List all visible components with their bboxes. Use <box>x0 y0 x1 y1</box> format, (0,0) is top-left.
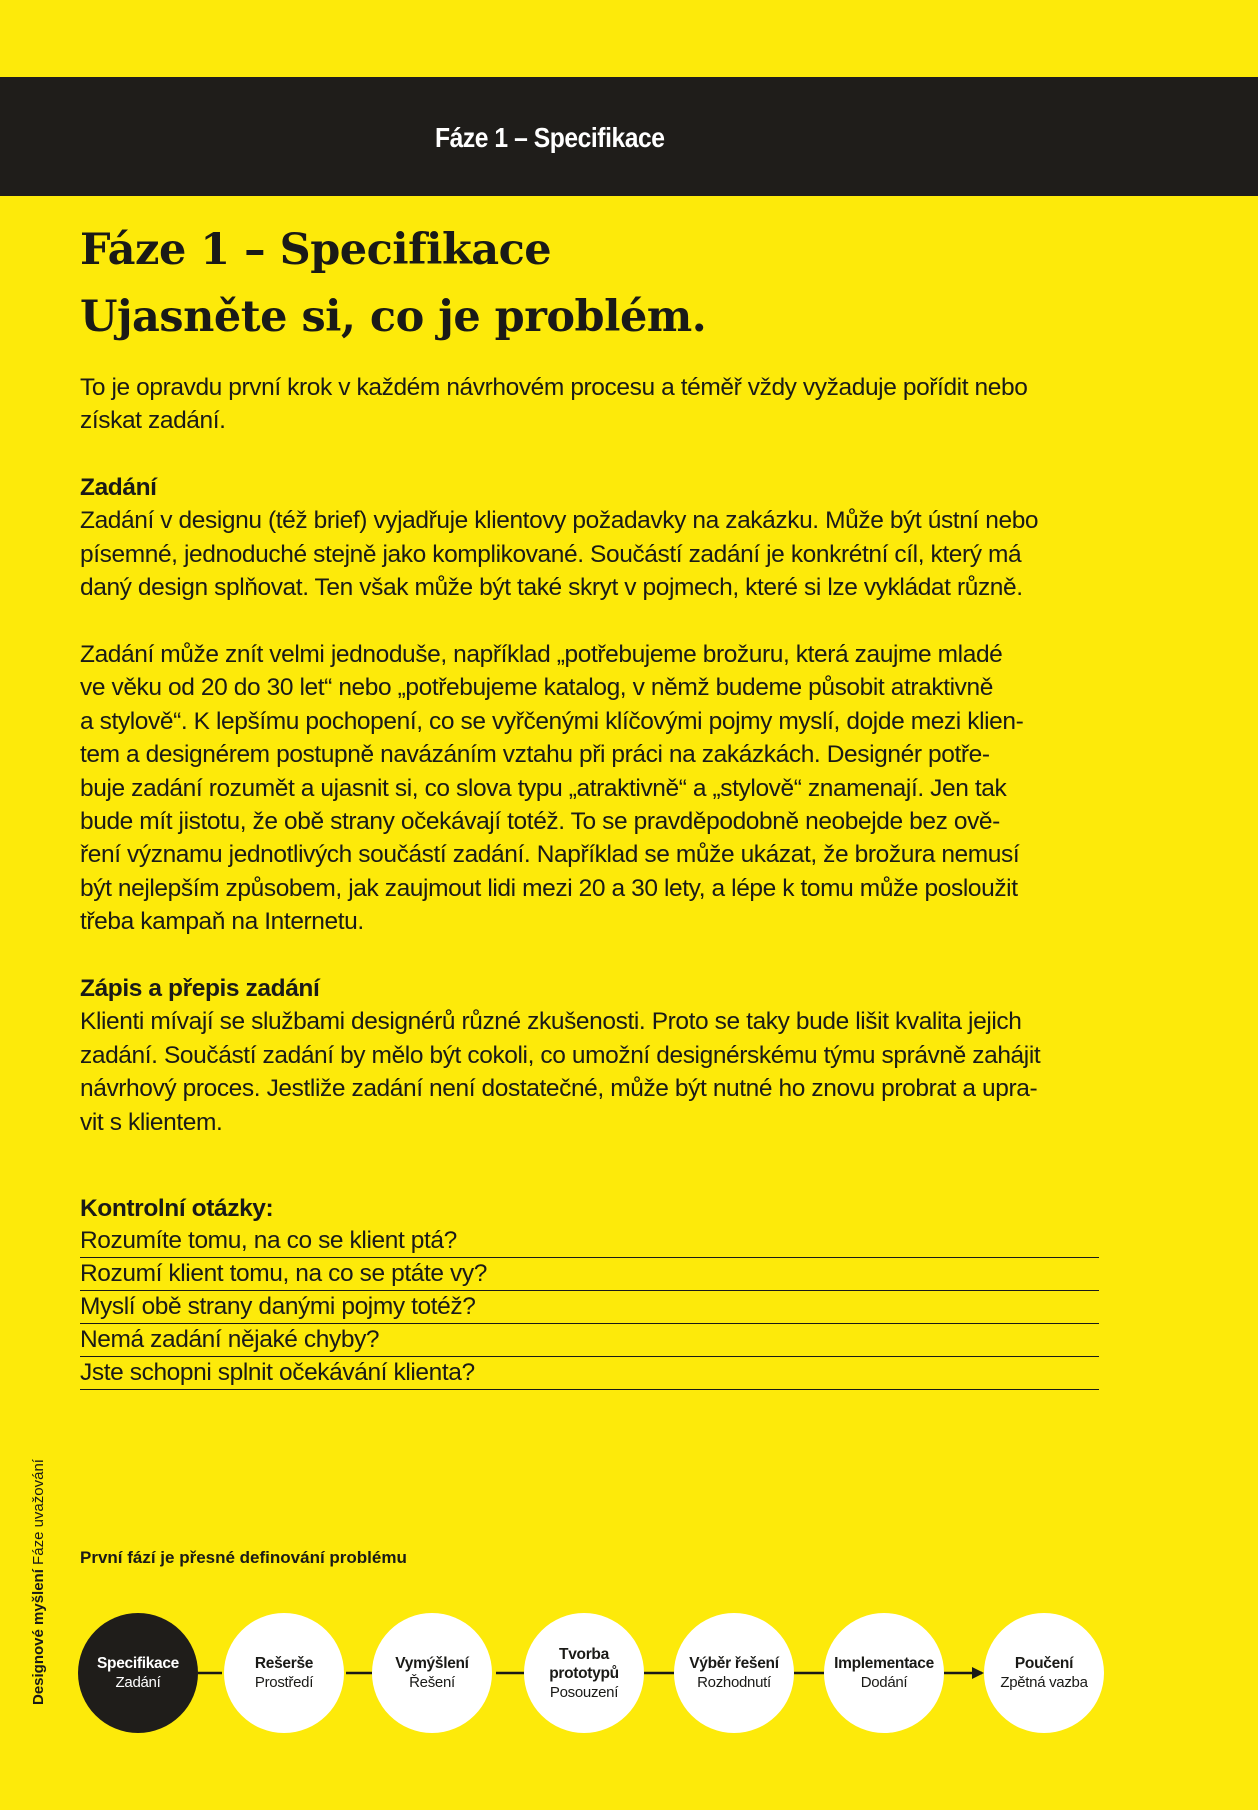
section-heading: Zadání <box>80 474 157 501</box>
step-subtitle: Zpětná vazba <box>1000 1674 1088 1691</box>
page-subtitle: Ujasněte si, co je problém. <box>80 292 707 342</box>
step-title: Poučení <box>1014 1655 1074 1672</box>
paragraph-line: bude mít jistotu, že obě strany očekávají totéž. To se pravděpodobně neobejde bez ově- <box>80 808 1000 836</box>
question-item: Jste schopni splnit očekávání klienta? <box>80 1357 1099 1390</box>
step-vyber-reseni <box>674 1613 794 1733</box>
paragraph-line: Zadání v designu (též brief) vyjadřuje klientovy požadavky na zakázku. Může být ústní nebo <box>80 507 1039 535</box>
paragraph-line: písemné, jednoduché stejně jako komplikované. Součástí zadání je konkrétní cíl, který má <box>80 540 1022 568</box>
step-vymysleni <box>372 1613 492 1733</box>
question-item: Nemá zadání nějaké chyby? <box>80 1324 1099 1357</box>
paragraph-line: zadání. Součástí zadání by mělo být cokoli, co umožní designérskému týmu správně zahájit <box>80 1041 1041 1069</box>
paragraph-line: Zadání může znít velmi jednoduše, například „potřebujeme brožuru, která zaujme mladé <box>80 641 1003 668</box>
side-label <box>30 1459 47 1705</box>
step-title: Tvorba prototypů <box>549 1645 619 1682</box>
step-reserse <box>224 1613 344 1733</box>
side-label-bold: Designové myšlení <box>30 1569 47 1705</box>
questions-heading: Kontrolní otázky: <box>80 1195 274 1222</box>
section-heading: Zápis a přepis zadání <box>80 975 320 1002</box>
side-label-normal: Fáze uvažování <box>30 1459 47 1565</box>
paragraph-line: daný design splňovat. Ten však může být také skryt v pojmech, které si lze vykládat různě. <box>80 574 1023 602</box>
question-item: Myslí obě strany danými pojmy totéž? <box>80 1291 1099 1324</box>
flow-caption: První fází je přesné definování problému <box>80 1548 407 1567</box>
step-subtitle: Řešení <box>409 1674 455 1691</box>
step-implementace <box>824 1613 944 1733</box>
step-subtitle: Posouzení <box>549 1683 619 1701</box>
step-subtitle: Dodání <box>860 1674 908 1691</box>
intro-paragraph <box>80 371 1120 438</box>
step-specifikace <box>78 1613 198 1733</box>
step-subtitle: Zadání <box>115 1674 161 1691</box>
intro-line: získat zadání. <box>80 407 226 435</box>
question-item: Rozumíte tomu, na co se klient ptá? <box>80 1225 1099 1258</box>
step-pouceni <box>984 1613 1104 1733</box>
paragraph-line: návrhový proces. Jestliže zadání není dostatečné, může být nutné ho znovu probrat a upra- <box>80 1075 1038 1103</box>
step-title: Výběr řešení <box>689 1655 779 1672</box>
step-tvorba-prototypu <box>524 1613 644 1733</box>
step-title: Vymýšlení <box>395 1655 469 1672</box>
paragraph-line: být nejlepším způsobem, jak zaujmout lidi mezi 20 a 30 lety, a lépe k tomu může posloužit <box>80 874 1018 902</box>
section-zapis <box>80 972 1120 1139</box>
paragraph-line: vit s klientem. <box>80 1108 223 1136</box>
step-subtitle: Rozhodnutí <box>697 1674 771 1691</box>
page-title: Fáze 1 – Specifikace <box>80 225 552 275</box>
paragraph-line: buje zadání rozumět a ujasnit si, co slova typu „atraktivně“ a „stylově“ znamenají. Jen tak <box>80 774 1007 802</box>
question-item: Rozumí klient tomu, na co se ptáte vy? <box>80 1258 1099 1291</box>
paragraph-line: a stylově“. K lepšímu pochopení, co se vyřčenými klíčovými pojmy myslí, dojde mezi klien- <box>80 707 1024 735</box>
paragraph-line: tem a designérem postupně navázáním vztahu při práci na zakázkách. Designér potře- <box>80 741 990 769</box>
step-title: Specifikace <box>96 1655 179 1672</box>
control-questions <box>80 1192 1099 1390</box>
paragraph-line: Klienti mívají se službami designérů různé zkušenosti. Proto se taky bude lišit kvalita jejich <box>80 1008 1022 1036</box>
paragraph-line: ření významu jednotlivých součástí zadání. Například se může ukázat, že brožura nemusí <box>80 841 1020 869</box>
paragraph-line: ve věku od 20 do 30 let“ nebo „potřebujeme katalog, v němž budeme působit atraktivně <box>80 674 993 702</box>
step-subtitle: Prostředí <box>254 1674 314 1691</box>
paragraph-line: třeba kampaň na Internetu. <box>80 908 364 936</box>
step-title: Implementace <box>834 1655 934 1672</box>
intro-line: To je opravdu první krok v každém návrhovém procesu a téměř vždy vyžaduje pořídit nebo <box>80 374 1028 401</box>
step-title: Rešerše <box>254 1655 314 1672</box>
section-zadani <box>80 471 1120 605</box>
section-zadani-detail <box>80 638 1120 939</box>
header-title: Fáze 1 – Specifikace <box>435 122 665 153</box>
